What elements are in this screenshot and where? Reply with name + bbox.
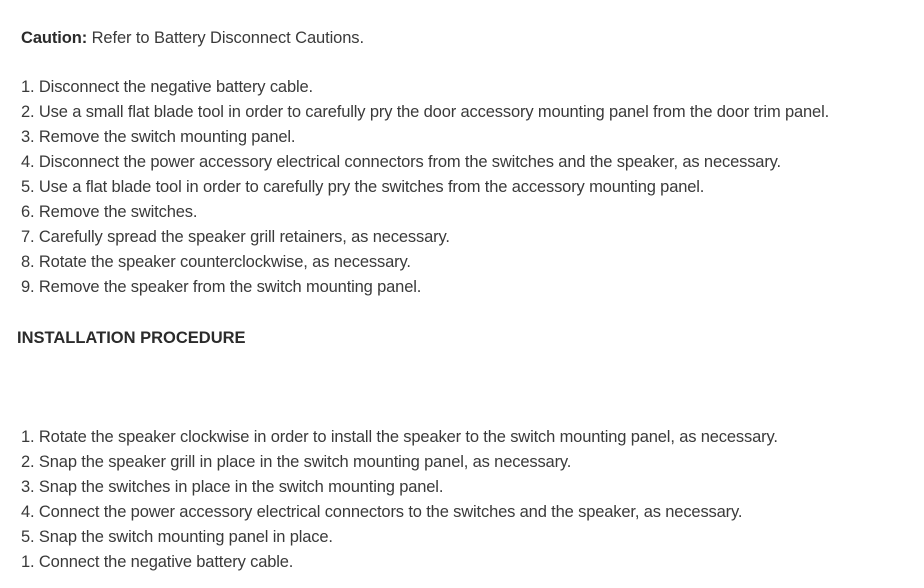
list-item [21, 250, 829, 275]
step-text: Snap the speaker grill in place in the switch mounting panel, as necessary. [38, 453, 572, 471]
installation-steps-list [21, 425, 778, 575]
list-item [21, 275, 829, 300]
step-text: Remove the switch mounting panel. [38, 128, 296, 146]
list-item [21, 550, 778, 575]
step-number: 2. [21, 453, 35, 471]
list-item [21, 100, 829, 125]
step-text: Use a small flat blade tool in order to carefully pry the door accessory mounting panel from the door trim panel. [38, 103, 830, 121]
list-item [21, 475, 778, 500]
list-item [21, 500, 778, 525]
list-item [21, 175, 829, 200]
step-text: Connect the negative battery cable. [38, 553, 294, 571]
list-item [21, 225, 829, 250]
list-item [21, 200, 829, 225]
caution-label: Caution: [21, 29, 88, 47]
step-number: 8. [21, 253, 35, 271]
step-text: Connect the power accessory electrical connectors to the switches and the speaker, as necessary. [38, 503, 743, 521]
list-item [21, 525, 778, 550]
caution-text: Refer to Battery Disconnect Cautions. [87, 29, 364, 47]
installation-heading: INSTALLATION PROCEDURE [17, 329, 246, 347]
step-text: Carefully spread the speaker grill retainers, as necessary. [38, 228, 450, 246]
step-number: 1. [21, 428, 35, 446]
step-number: 2. [21, 103, 35, 121]
list-item [21, 150, 829, 175]
list-item [21, 75, 829, 100]
step-number: 4. [21, 503, 35, 521]
list-item [21, 450, 778, 475]
step-number: 3. [21, 128, 35, 146]
step-number: 5. [21, 528, 35, 546]
step-number: 1. [21, 553, 35, 571]
caution-note [21, 28, 364, 48]
step-number: 4. [21, 153, 35, 171]
step-number: 1. [21, 78, 35, 96]
step-number: 7. [21, 228, 35, 246]
step-text: Snap the switches in place in the switch mounting panel. [38, 478, 444, 496]
step-text: Disconnect the negative battery cable. [38, 78, 313, 96]
step-text: Rotate the speaker counterclockwise, as necessary. [38, 253, 411, 271]
step-text: Remove the speaker from the switch mounting panel. [38, 278, 422, 296]
step-number: 9. [21, 278, 35, 296]
step-number: 5. [21, 178, 35, 196]
step-text: Remove the switches. [38, 203, 198, 221]
list-item [21, 425, 778, 450]
step-text: Disconnect the power accessory electrical connectors from the switches and the speaker, as necessary. [38, 153, 781, 171]
step-number: 6. [21, 203, 35, 221]
list-item [21, 125, 829, 150]
step-text: Snap the switch mounting panel in place. [38, 528, 333, 546]
step-text: Rotate the speaker clockwise in order to install the speaker to the switch mounting panel, as necessary. [38, 428, 778, 446]
removal-steps-list [21, 75, 829, 300]
step-text: Use a flat blade tool in order to carefully pry the switches from the accessory mounting panel. [38, 178, 705, 196]
step-number: 3. [21, 478, 35, 496]
